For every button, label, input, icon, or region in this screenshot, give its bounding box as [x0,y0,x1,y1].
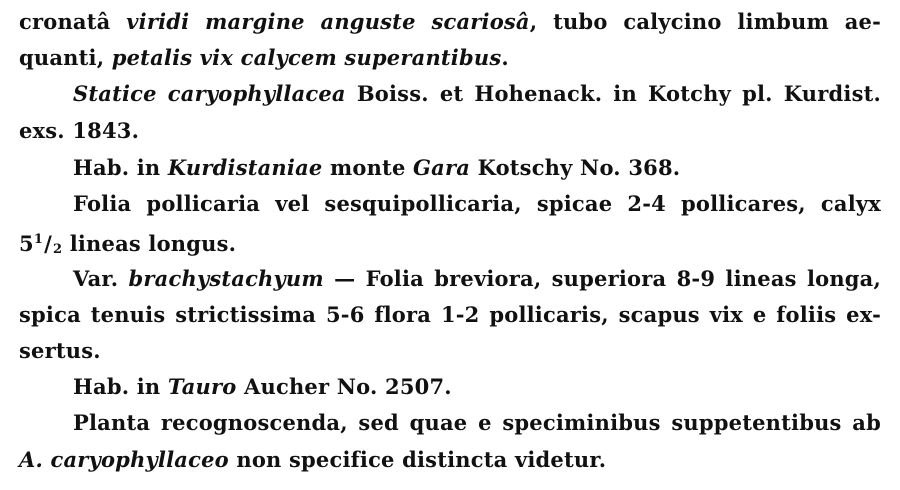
text-run: sertus. [19,338,101,363]
fraction-numerator: 1 [33,232,44,247]
text-line-4 [19,113,881,149]
text-run: . [501,45,509,70]
text-run: monte [322,155,414,180]
text-run: Kotschy No. 368. [470,155,681,180]
text-run-italic: Gara [413,155,471,180]
text-run: Aucher No. 2507. [236,374,452,399]
text-run: , tubo calycino limbum ae- [529,9,881,34]
text-line-9 [19,297,881,333]
text-run: non specifice distincta videtur. [228,447,607,472]
text-run: lineas longus. [62,231,237,256]
text-run: quanti, [19,45,112,70]
text-line-12 [73,405,881,441]
text-line-7 [19,222,881,258]
text-run: — Folia breviora, superiora 8-9 lineas longa, [323,266,881,291]
text-run: Hab. in [73,155,168,180]
text-run: 5 [19,231,34,256]
text-line-11 [73,369,881,405]
fraction-denominator: 2 [52,242,63,257]
text-run-italic: brachystachyum [128,266,324,291]
text-run: Planta recognoscenda, sed quae e speciminibus suppetentibus ab [73,410,881,435]
text-line-13 [19,442,881,478]
text-run: exs. 1843. [19,118,140,143]
text-line-5 [73,150,881,186]
text-run-italic: petalis vix calycem superantibus [111,45,502,70]
text-line-6 [73,186,881,222]
fraction-slash: / [44,231,52,256]
text-run-italic: Kurdistaniae [167,155,323,180]
text-run: Boiss. et Hohenack. in Kotchy pl. Kurdist. [345,81,881,106]
text-run: Var. [73,266,129,291]
text-run-italic: Tauro [167,374,237,399]
text-run: Hab. in [73,374,168,399]
text-run-italic: Statice caryophyllacea [73,81,346,106]
text-run: spica tenuis strictissima 5-6 flora 1-2 pollicaris, scapus vix e foliis ex- [19,302,881,327]
text-run-italic: viridi margine anguste scariosâ [126,9,530,34]
text-line-1 [19,4,881,40]
text-line-8 [73,261,881,297]
text-run: Folia pollicaria vel sesquipollicaria, spicae 2-4 pollicares, calyx [73,191,881,216]
text-line-2 [19,40,881,76]
text-run-italic: A. caryophyllaceo [19,447,229,472]
fraction-half [34,231,62,256]
text-line-10 [19,333,881,369]
text-run: cronatâ [19,9,127,34]
text-line-3 [73,76,881,112]
